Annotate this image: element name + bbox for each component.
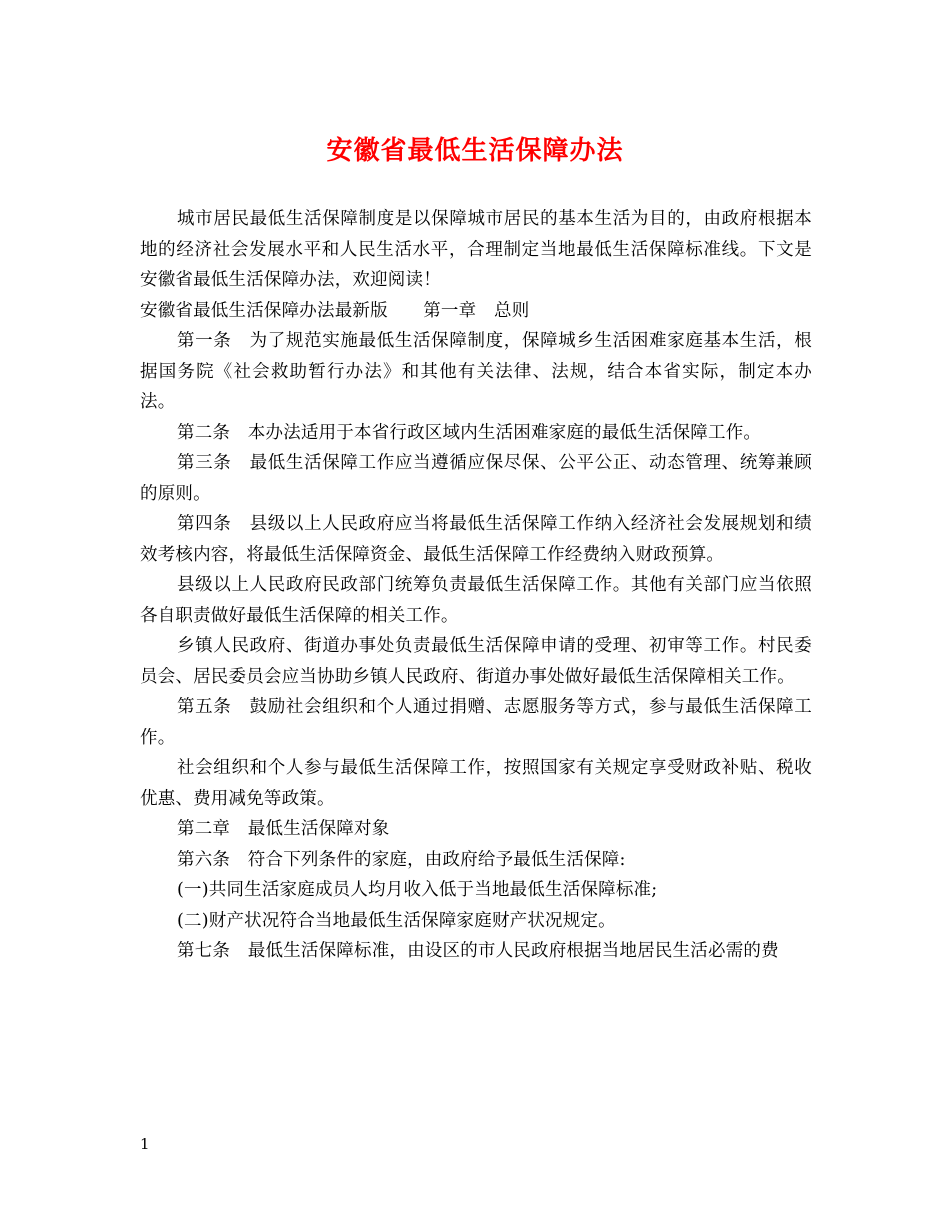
paragraph: 社会组织和个人参与最低生活保障工作，按照国家有关规定享受财政补贴、税收优惠、费用减免等政策。: [140, 758, 812, 809]
paragraph: 第三条 最低生活保障工作应当遵循应保尽保、公平公正、动态管理、统筹兼顾的原则。: [140, 453, 812, 504]
paragraph: 第二条 本办法适用于本省行政区域内生活困难家庭的最低生活保障工作。: [177, 422, 762, 443]
paragraph: 第一条 为了规范实施最低生活保障制度，保障城乡生活困难家庭基本生活，根据国务院《社会救助暂行办法》和其他有关法律、法规，结合本省实际，制定本办法。: [140, 331, 812, 412]
document-body: [140, 204, 812, 967]
paragraph: 县级以上人民政府民政部门统筹负责最低生活保障工作。其他有关部门应当依照各自职责做好最低生活保障的相关工作。: [140, 575, 812, 626]
paragraph: 乡镇人民政府、街道办事处负责最低生活保障申请的受理、初审等工作。村民委员会、居民委员会应当协助乡镇人民政府、街道办事处做好最低生活保障相关工作。: [140, 636, 812, 687]
paragraph: 第五条 鼓励社会组织和个人通过捐赠、志愿服务等方式，参与最低生活保障工作。: [140, 697, 812, 748]
paragraph: 第四条 县级以上人民政府应当将最低生活保障工作纳入经济社会发展规划和绩效考核内容，将最低生活保障资金、最低生活保障工作经费纳入财政预算。: [140, 514, 812, 565]
paragraph: 城市居民最低生活保障制度是以保障城市居民的基本生活为目的，由政府根据本地的经济社会发展水平和人民生活水平，合理制定当地最低生活保障标准线。下文是安徽省最低生活保障办法，欢迎阅读！: [140, 209, 812, 290]
paragraph: 第六条 符合下列条件的家庭，由政府给予最低生活保障:: [177, 849, 626, 870]
paragraph: (二)财产状况符合当地最低生活保障家庭财产状况规定。: [177, 910, 616, 931]
page-number: 1: [140, 1135, 150, 1153]
document-title: 安徽省最低生活保障办法: [326, 136, 624, 166]
paragraph: 第二章 最低生活保障对象: [177, 819, 390, 839]
paragraph: 第七条 最低生活保障标准，由设区的市人民政府根据当地居民生活必需的费: [177, 941, 779, 961]
paragraph: (一)共同生活家庭成员人均月收入低于当地最低生活保障标准;: [177, 880, 658, 900]
paragraph: 安徽省最低生活保障办法最新版 第一章 总则: [140, 300, 530, 321]
